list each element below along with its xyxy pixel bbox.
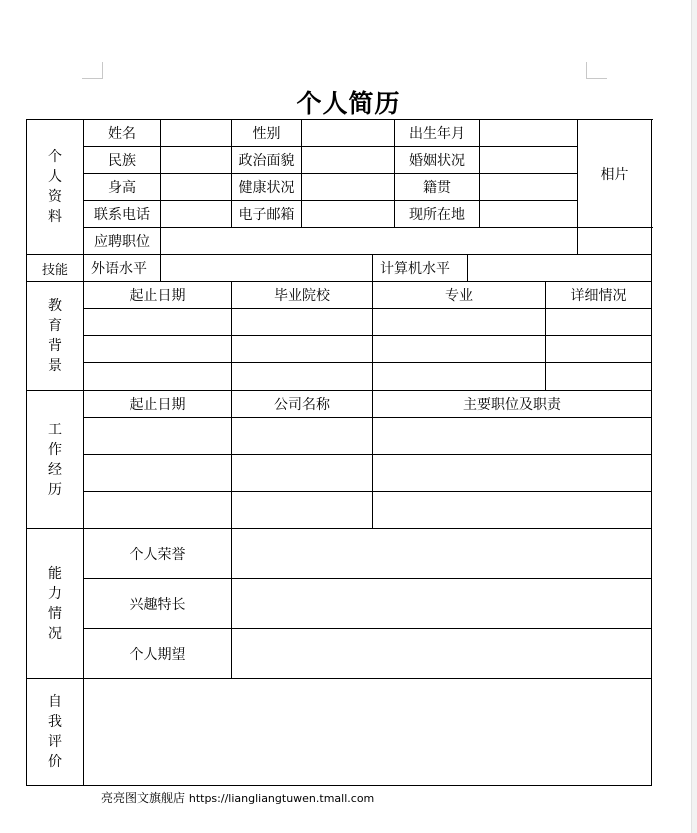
field-political[interactable] — [302, 147, 395, 174]
edu-cell[interactable] — [232, 309, 373, 336]
photo-box[interactable]: 相片 — [578, 120, 652, 228]
scrollbar[interactable] — [691, 0, 697, 833]
crop-mark-top-right-vertical — [586, 62, 587, 79]
self-eval-section-label: 自 我 评 价 — [27, 679, 84, 786]
label-language: 外语水平 — [84, 255, 161, 282]
skills-section-label: 技能 — [27, 255, 84, 282]
work-cell[interactable] — [373, 418, 652, 455]
label-email: 电子邮箱 — [232, 201, 302, 228]
field-height[interactable] — [161, 174, 232, 201]
work-header-duties: 主要职位及职责 — [373, 391, 652, 418]
label-hometown: 籍贯 — [395, 174, 480, 201]
edu-cell[interactable] — [546, 363, 652, 391]
edu-cell[interactable] — [84, 363, 232, 391]
field-position[interactable] — [161, 228, 578, 255]
edu-header-school: 毕业院校 — [232, 282, 373, 309]
edu-cell[interactable] — [84, 336, 232, 363]
footer-url[interactable]: https://liangliangtuwen.tmall.com — [188, 792, 375, 805]
field-ethnicity[interactable] — [161, 147, 232, 174]
field-gender[interactable] — [302, 120, 395, 147]
work-cell[interactable] — [232, 418, 373, 455]
work-cell[interactable] — [84, 455, 232, 492]
work-header-dates: 起止日期 — [84, 391, 232, 418]
field-location[interactable] — [480, 201, 578, 228]
label-honors: 个人荣誉 — [84, 529, 232, 579]
ability-section-label: 能 力 情 况 — [27, 529, 84, 679]
label-health: 健康状况 — [232, 174, 302, 201]
label-gender: 性别 — [232, 120, 302, 147]
footer-shop: 亮亮图文旗舰店 — [101, 791, 186, 805]
field-phone[interactable] — [161, 201, 232, 228]
edu-header-major: 专业 — [373, 282, 546, 309]
field-self-eval[interactable] — [84, 679, 652, 786]
edu-header-details: 详细情况 — [546, 282, 652, 309]
edu-cell[interactable] — [373, 309, 546, 336]
education-section-label: 教 育 背 景 — [27, 282, 84, 391]
label-phone: 联系电话 — [84, 201, 161, 228]
field-birth[interactable] — [480, 120, 578, 147]
field-honors[interactable] — [232, 529, 652, 579]
label-computer: 计算机水平 — [373, 255, 468, 282]
edu-cell[interactable] — [232, 363, 373, 391]
edu-header-dates: 起止日期 — [84, 282, 232, 309]
edu-cell[interactable] — [373, 336, 546, 363]
page-title: 个人简历 — [296, 89, 401, 118]
work-header-company: 公司名称 — [232, 391, 373, 418]
label-expectations: 个人期望 — [84, 629, 232, 679]
work-cell[interactable] — [232, 455, 373, 492]
edu-cell[interactable] — [546, 309, 652, 336]
field-computer[interactable] — [468, 255, 652, 282]
work-cell[interactable] — [84, 492, 232, 529]
personal-section-label: 个 人 资 料 — [27, 120, 84, 255]
work-cell[interactable] — [373, 492, 652, 529]
field-interests[interactable] — [232, 579, 652, 629]
field-marital[interactable] — [480, 147, 578, 174]
crop-mark-top-right — [586, 78, 607, 79]
field-name[interactable] — [161, 120, 232, 147]
edu-cell[interactable] — [84, 309, 232, 336]
field-health[interactable] — [302, 174, 395, 201]
field-email[interactable] — [302, 201, 395, 228]
work-section-label: 工 作 经 历 — [27, 391, 84, 529]
label-birth: 出生年月 — [395, 120, 480, 147]
label-height: 身高 — [84, 174, 161, 201]
field-expectations[interactable] — [232, 629, 652, 679]
edu-cell[interactable] — [546, 336, 652, 363]
work-cell[interactable] — [373, 455, 652, 492]
label-political: 政治面貌 — [232, 147, 302, 174]
work-cell[interactable] — [84, 418, 232, 455]
label-position: 应聘职位 — [84, 228, 161, 255]
crop-mark-top-left-vertical — [102, 62, 103, 79]
label-interests: 兴趣特长 — [84, 579, 232, 629]
field-hometown[interactable] — [480, 174, 578, 201]
work-cell[interactable] — [232, 492, 373, 529]
photo-box-bottom — [578, 228, 652, 255]
edu-cell[interactable] — [373, 363, 546, 391]
label-name: 姓名 — [84, 120, 161, 147]
edu-cell[interactable] — [232, 336, 373, 363]
label-marital: 婚姻状况 — [395, 147, 480, 174]
label-ethnicity: 民族 — [84, 147, 161, 174]
crop-mark-top-left — [82, 78, 102, 79]
resume-table — [26, 119, 652, 786]
label-location: 现所在地 — [395, 201, 480, 228]
footer — [101, 789, 374, 806]
field-language[interactable] — [161, 255, 373, 282]
